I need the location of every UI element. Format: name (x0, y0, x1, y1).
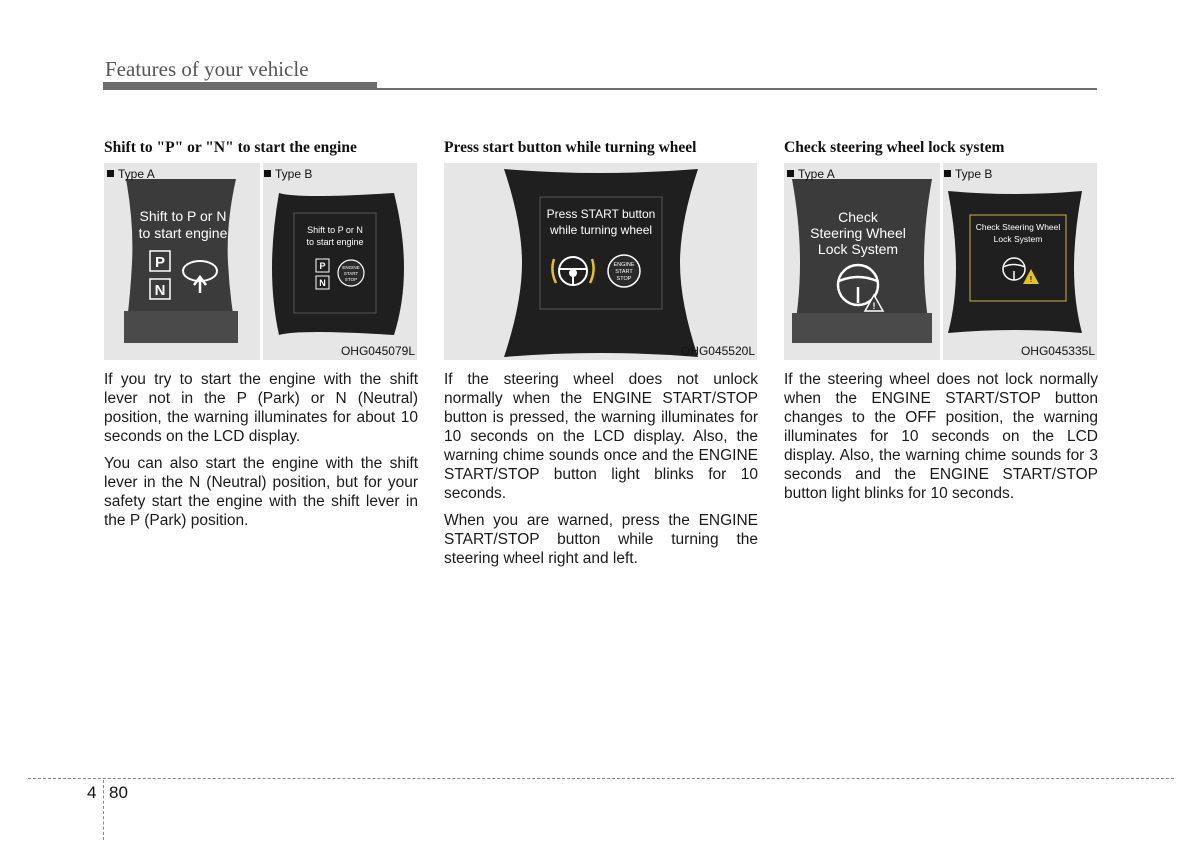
image-code: OHG045079L (340, 344, 415, 358)
footer-vertical-rule (103, 780, 104, 840)
paragraph: If you try to start the engine with the shift lever not in the P (Park) or N (Neutral) position, the warning illuminates for about 10 seconds on the LCD display. (104, 371, 418, 445)
gear-p-icon: P (154, 254, 166, 271)
type-a-label: Type A (107, 167, 155, 181)
figure-press-start (444, 163, 757, 360)
svg-text:!: ! (872, 301, 876, 311)
section-check-steering-lock (784, 138, 1098, 511)
section-body (444, 370, 758, 568)
svg-text:ENGINE: ENGINE (613, 262, 635, 268)
svg-text:!: ! (1029, 275, 1033, 284)
type-b-label: Type B (944, 167, 992, 181)
msg-line1: Press START button (546, 207, 656, 221)
svg-text:START: START (615, 269, 633, 275)
type-a-label: Type A (787, 167, 835, 181)
page-number: 80 (109, 783, 128, 802)
paragraph: When you are warned, press the ENGINE START/STOP button while turning the steering wheel right and left. (444, 512, 758, 567)
paragraph: If the steering wheel does not unlock normally when the ENGINE START/STOP button is pressed, the warning illuminates for 10 seconds on the LCD display. Also, the warning chime sounds once and the ENGINE START/STOP button light blinks for 10 seconds. (444, 371, 758, 502)
section-heading: Press start button while turning wheel (444, 139, 697, 156)
type-a-msg-line1: Check (838, 209, 878, 225)
svg-text:START: START (343, 271, 359, 276)
type-a-msg-line2: to start engine (138, 225, 228, 241)
type-a-msg-line3: Lock System (817, 241, 899, 257)
image-code: OHG045520L (680, 344, 755, 358)
type-b-msg-line1: Check Steering Wheel (975, 222, 1061, 232)
page-chapter: 4 (87, 783, 97, 802)
gear-n-icon: N (154, 282, 166, 299)
display-illustration (444, 163, 757, 360)
svg-text:P: P (319, 261, 326, 271)
type-b-label: Type B (264, 167, 312, 181)
figure-divider (940, 163, 943, 360)
svg-text:N: N (319, 278, 326, 288)
section-body (104, 370, 418, 530)
type-b-msg-line2: Lock System (993, 234, 1043, 244)
section-press-start-turning-wheel (444, 138, 758, 576)
type-a-msg-line2: Steering Wheel (810, 225, 906, 241)
page-header-title: Features of your vehicle (105, 57, 309, 81)
type-a-msg-line1: Shift to P or N (139, 208, 227, 224)
section-heading: Shift to "P" or "N" to start the engine (104, 139, 357, 156)
footer-rule (28, 778, 1174, 779)
svg-text:STOP: STOP (344, 277, 358, 282)
section-body (784, 370, 1098, 503)
section-heading: Check steering wheel lock system (784, 139, 1005, 156)
svg-text:ENGINE: ENGINE (342, 265, 360, 270)
paragraph: You can also start the engine with the shift lever in the N (Neutral) position, but for your safety start the engine with the shift lever in the P (Park) position. (104, 455, 418, 529)
paragraph: If the steering wheel does not lock normally when the ENGINE START/STOP button changes to the OFF position, the warning illuminates for 10 seconds on the LCD display. Also, the warning chime sounds for 3 seconds and the ENGINE START/STOP button light blinks for 10 seconds. (784, 371, 1098, 502)
figure-divider (260, 163, 263, 360)
header-rule-thick (103, 82, 377, 90)
section-shift-p-or-n (104, 138, 418, 538)
svg-text:STOP: STOP (616, 276, 632, 282)
msg-line2: while turning wheel (549, 223, 653, 237)
image-code: OHG045335L (1020, 344, 1095, 358)
type-b-msg-line2: to start engine (306, 237, 364, 247)
figure-shift-p-or-n (104, 163, 417, 360)
header-rule-thin (377, 88, 1097, 90)
figure-check-steering-lock (784, 163, 1097, 360)
type-b-msg-line1: Shift to P or N (307, 225, 363, 235)
